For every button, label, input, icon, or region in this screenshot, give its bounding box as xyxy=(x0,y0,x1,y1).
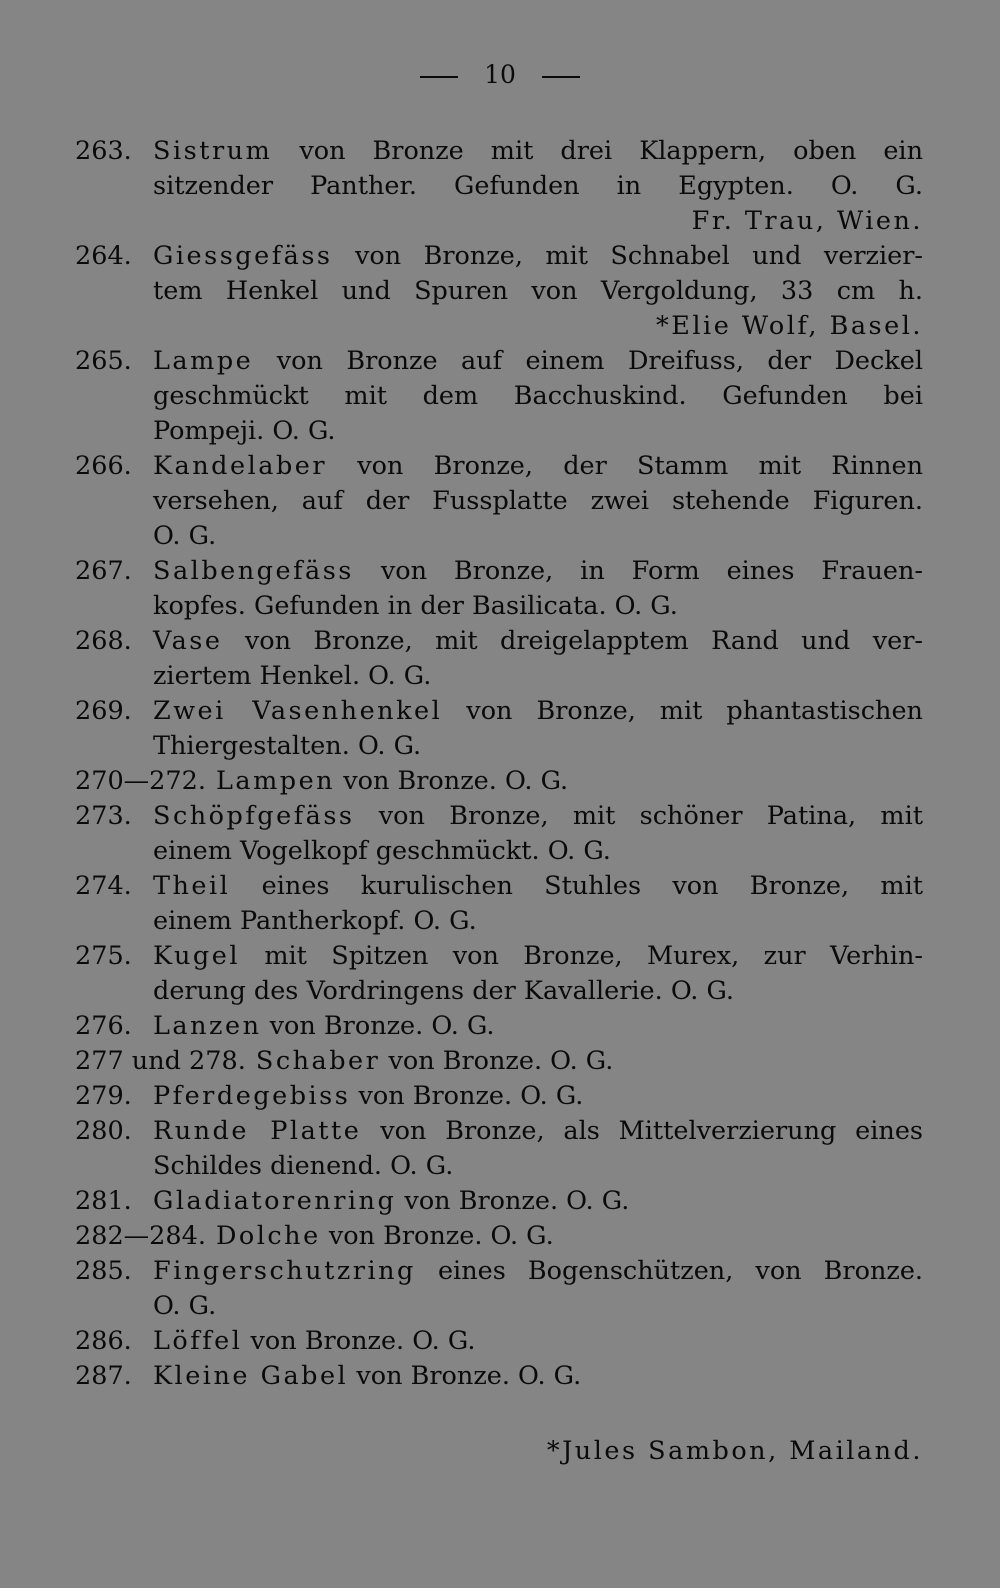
entry-number: 281. xyxy=(75,1186,132,1216)
catalog-entry xyxy=(75,1079,923,1114)
entry-description: von Bronze, mit schöner Patina, mit xyxy=(378,801,923,831)
entry-first-line xyxy=(75,799,923,834)
entry-first-line xyxy=(75,939,923,974)
catalog-entry xyxy=(75,134,923,239)
entry-object-name: Pferdegebiss xyxy=(153,1081,351,1111)
entry-description: von Bronze. O. G. xyxy=(388,1046,614,1076)
entry-first-line xyxy=(75,1324,923,1359)
entry-description: von Bronze auf einem Dreifuss, der Deckel xyxy=(276,346,923,376)
entry-description: von Bronze. O. G. xyxy=(356,1361,582,1391)
catalog-entry xyxy=(75,939,923,1009)
entry-description: von Bronze, mit dreigelapptem Rand und ver- xyxy=(244,626,924,656)
entry-number: 265. xyxy=(75,346,132,376)
catalog-entries xyxy=(75,134,923,1394)
entry-first-line xyxy=(75,1254,923,1289)
entry-number: 267. xyxy=(75,556,132,586)
entry-number: 285. xyxy=(75,1256,132,1286)
entry-first-line xyxy=(75,449,923,484)
entry-continuation-line: versehen, auf der Fussplatte zwei stehende Figuren. xyxy=(153,486,923,516)
entry-owner: Fr. Trau, Wien. xyxy=(691,206,923,236)
entry-number: 287. xyxy=(75,1361,132,1391)
entry-number: 282—284. xyxy=(75,1221,206,1251)
closing-owner: *Jules Sambon, Mailand. xyxy=(546,1436,923,1466)
entry-continuation-line: kopfes. Gefunden in der Basilicata. O. G. xyxy=(153,591,678,621)
entry-continuation-line: Pompeji. O. G. xyxy=(153,416,336,446)
entry-object-name: Lampen xyxy=(215,766,336,796)
entry-continuation-line: O. G. xyxy=(153,1291,217,1321)
entry-object-name: Kugel xyxy=(153,941,240,971)
entry-object-name: Giessgefäss xyxy=(153,241,333,271)
header-dash-right xyxy=(542,76,580,78)
page-number: 10 xyxy=(484,60,516,89)
catalog-entry xyxy=(75,799,923,869)
entry-description: eines Bogenschützen, von Bronze. xyxy=(437,1256,924,1286)
entry-description: von Bronze, in Form eines Frauen- xyxy=(380,556,923,586)
entry-number: 286. xyxy=(75,1326,132,1356)
entry-first-line xyxy=(75,239,923,274)
entry-description: von Bronze mit drei Klappern, oben ein xyxy=(299,136,923,166)
entry-description: von Bronze. O. G. xyxy=(328,1221,554,1251)
entry-first-line xyxy=(75,1114,923,1149)
entry-continuation-line: Thiergestalten. O. G. xyxy=(153,731,422,761)
entry-number: 270—272. xyxy=(75,766,206,796)
catalog-entry xyxy=(75,1184,923,1219)
entry-object-name: Salbengefäss xyxy=(153,556,354,586)
entry-number: 275. xyxy=(75,941,132,971)
entry-first-line xyxy=(75,134,923,169)
entry-continuation-line: ziertem Henkel. O. G. xyxy=(153,661,432,691)
entry-first-line xyxy=(75,1359,923,1394)
entry-number: 266. xyxy=(75,451,132,481)
catalog-entry xyxy=(75,1044,923,1079)
entry-description: von Bronze. O. G. xyxy=(343,766,569,796)
entry-object-name: Löffel xyxy=(153,1326,243,1356)
entry-description: von Bronze, als Mittelverzierung eines xyxy=(380,1116,924,1146)
page-header xyxy=(0,60,1000,89)
entry-object-name: Zwei Vasenhenkel xyxy=(153,696,443,726)
entry-description: von Bronze, mit phantastischen xyxy=(466,696,923,726)
catalog-entry xyxy=(75,869,923,939)
entry-continuation-line: O. G. xyxy=(153,521,217,551)
catalog-entry xyxy=(75,344,923,449)
entry-object-name: Gladiatorenring xyxy=(153,1186,397,1216)
entry-first-line xyxy=(75,764,923,799)
entry-number: 263. xyxy=(75,136,132,166)
entry-object-name: Vase xyxy=(153,626,223,656)
entry-object-name: Theil xyxy=(153,871,231,901)
entry-object-name: Schöpfgefäss xyxy=(153,801,355,831)
entry-first-line xyxy=(75,1044,923,1079)
entry-object-name: Sistrum xyxy=(153,136,273,166)
entry-number: 264. xyxy=(75,241,132,271)
entry-object-name: Dolche xyxy=(215,1221,321,1251)
entry-continuation-line: einem Pantherkopf. O. G. xyxy=(153,906,477,936)
entry-continuation-line: Schildes dienend. O. G. xyxy=(153,1151,454,1181)
entry-first-line xyxy=(75,694,923,729)
entry-continuation-line: tem Henkel und Spuren von Vergoldung, 33 cm h. xyxy=(153,276,923,306)
entry-first-line xyxy=(75,554,923,589)
entry-number: 279. xyxy=(75,1081,132,1111)
header-dash-left xyxy=(420,76,458,78)
entry-number: 274. xyxy=(75,871,132,901)
catalog-entry xyxy=(75,694,923,764)
entry-description: von Bronze. O. G. xyxy=(269,1011,495,1041)
catalog-entry xyxy=(75,1009,923,1044)
entry-first-line xyxy=(75,624,923,659)
entry-number: 276. xyxy=(75,1011,132,1041)
entry-number: 277 und 278. xyxy=(75,1046,246,1076)
entry-object-name: Lampe xyxy=(153,346,254,376)
catalog-entry xyxy=(75,764,923,799)
entry-number: 280. xyxy=(75,1116,132,1146)
catalog-entry xyxy=(75,1359,923,1394)
entry-number: 268. xyxy=(75,626,132,656)
entry-first-line xyxy=(75,869,923,904)
entry-number: 273. xyxy=(75,801,132,831)
entry-number: 269. xyxy=(75,696,132,726)
catalog-entry xyxy=(75,1219,923,1254)
entry-owner: *Elie Wolf, Basel. xyxy=(656,311,923,341)
entry-object-name: Runde Platte xyxy=(153,1116,362,1146)
catalog-entry xyxy=(75,1324,923,1359)
catalog-entry xyxy=(75,1254,923,1324)
entry-continuation-line: geschmückt mit dem Bacchuskind. Gefunden bei xyxy=(153,381,923,411)
entry-description: von Bronze. O. G. xyxy=(358,1081,584,1111)
entry-description: von Bronze, mit Schnabel und verzier- xyxy=(354,241,924,271)
catalog-entry xyxy=(75,624,923,694)
entry-description: von Bronze. O. G. xyxy=(404,1186,630,1216)
entry-object-name: Kleine Gabel xyxy=(153,1361,349,1391)
entry-first-line xyxy=(75,1009,923,1044)
catalog-entry xyxy=(75,449,923,554)
entry-first-line xyxy=(75,1079,923,1114)
catalog-entry xyxy=(75,554,923,624)
catalog-entry xyxy=(75,239,923,344)
entry-object-name: Lanzen xyxy=(153,1011,262,1041)
entry-first-line xyxy=(75,344,923,379)
entry-description: mit Spitzen von Bronze, Murex, zur Verhin- xyxy=(264,941,924,971)
entry-continuation-line: derung des Vordringens der Kavallerie. O. G. xyxy=(153,976,735,1006)
entry-first-line xyxy=(75,1219,923,1254)
entry-continuation-line: sitzender Panther. Gefunden in Egypten. O. G. xyxy=(153,171,923,201)
catalog-entry xyxy=(75,1114,923,1184)
entry-description: von Bronze, der Stamm mit Rinnen xyxy=(357,451,924,481)
entry-continuation-line: einem Vogelkopf geschmückt. O. G. xyxy=(153,836,611,866)
entry-object-name: Kandelaber xyxy=(153,451,328,481)
entry-object-name: Schaber xyxy=(255,1046,381,1076)
entry-description: von Bronze. O. G. xyxy=(250,1326,476,1356)
entry-object-name: Fingerschutzring xyxy=(153,1256,416,1286)
entry-description: eines kurulischen Stuhles von Bronze, mit xyxy=(261,871,923,901)
entry-first-line xyxy=(75,1184,923,1219)
